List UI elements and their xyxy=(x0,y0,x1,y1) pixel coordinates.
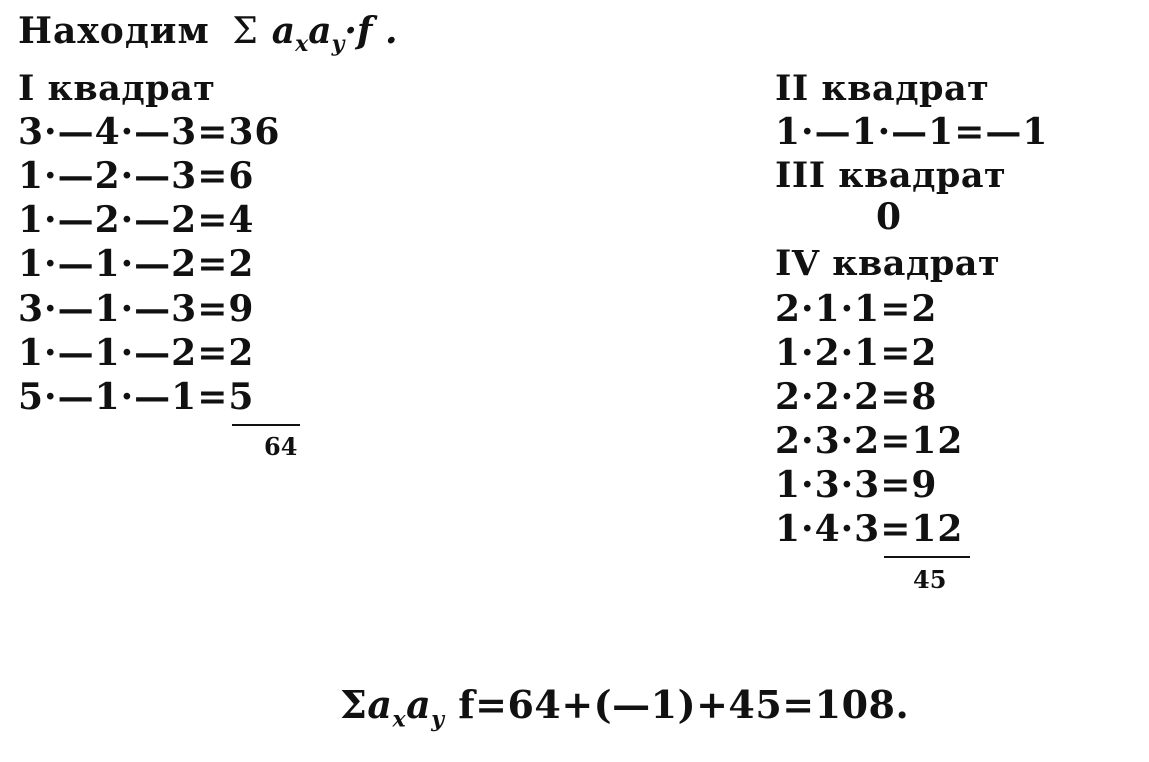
quadrant1-row: 1·—2·—3=6 xyxy=(18,155,255,197)
final-rest: f=64+(—1)+45=108. xyxy=(444,682,910,727)
final-sub-y: y xyxy=(431,706,445,733)
heading-a1: a xyxy=(271,10,296,52)
quadrant4-sum-rule xyxy=(884,556,970,558)
quadrant4-row: 2·3·2=12 xyxy=(775,420,964,462)
quadrant3-value: 0 xyxy=(876,196,902,238)
quadrant3-label: III квадрат xyxy=(775,155,1007,196)
quadrant4-row: 2·2·2=8 xyxy=(775,376,938,418)
quadrant1-total: 64 xyxy=(264,432,298,461)
heading-sigma: Σ xyxy=(232,11,258,52)
quadrant1-sum-rule xyxy=(232,424,300,426)
quadrant1-row: 1·—2·—2=4 xyxy=(18,199,255,241)
heading xyxy=(18,10,397,57)
quadrant4-row: 1·3·3=9 xyxy=(775,464,938,506)
heading-period: . xyxy=(384,10,398,52)
final-sigma: Σ xyxy=(340,682,368,727)
quadrant1-row: 1·—1·—2=2 xyxy=(18,332,255,374)
heading-formula xyxy=(232,10,398,58)
final-a1: a xyxy=(367,682,393,727)
quadrant1-label: I квадрат xyxy=(18,68,216,109)
heading-sub-y: y xyxy=(331,31,345,58)
quadrant1-row: 3·—1·—3=9 xyxy=(18,288,255,330)
quadrant1-row: 3·—4·—3=36 xyxy=(18,111,281,153)
quadrant4-label: IV квадрат xyxy=(775,243,1001,284)
final-a2: a xyxy=(406,682,432,727)
heading-sub-x: x xyxy=(295,31,309,58)
quadrant4-row: 2·1·1=2 xyxy=(775,288,938,330)
quadrant2-row: 1·—1·—1=—1 xyxy=(775,111,1049,153)
quadrant1-row: 1·—1·—2=2 xyxy=(18,243,255,285)
quadrant4-row: 1·4·3=12 xyxy=(775,508,964,550)
quadrant2-label: II квадрат xyxy=(775,68,990,109)
quadrant4-row: 1·2·1=2 xyxy=(775,332,938,374)
heading-word: Находим xyxy=(18,10,210,52)
heading-dot-f: ·f xyxy=(344,10,373,52)
heading-a2: a xyxy=(308,10,332,52)
quadrant4-total: 45 xyxy=(913,565,947,594)
quadrant1-row: 5·—1·—1=5 xyxy=(18,376,255,418)
final-sub-x: x xyxy=(392,706,407,733)
final-sum-formula xyxy=(340,682,909,733)
